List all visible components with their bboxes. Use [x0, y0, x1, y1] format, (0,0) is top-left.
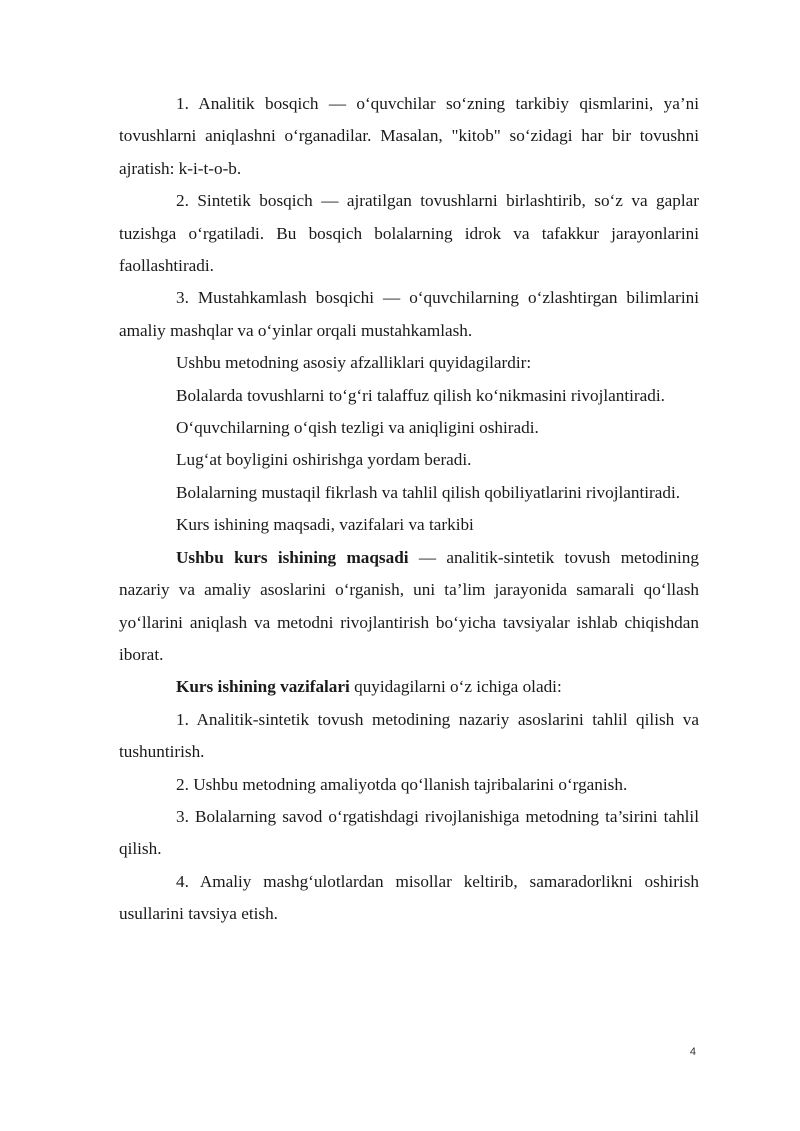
paragraph-text: Bolalarning mustaqil fikrlash va tahlil qilish qobiliyatlarini rivojlantiradi.	[176, 482, 681, 502]
paragraph-text: — analitik-sintetik tovush metodining nazariy va amaliy asoslarini o‘rganish, uni ta’lim jarayonida samarali qo‘llash yo‘llarini aniqlash va metodni rivojlantirish bo‘yicha tavsiyalar ishlab chiqishdan iborat.	[119, 547, 699, 664]
bold-lead: Ushbu kurs ishining maqsadi	[176, 547, 409, 567]
paragraph-text: 3. Bolalarning savod o‘rgatishdagi rivojlanishiga metodning ta’sirini tahlil qilish.	[119, 806, 699, 859]
paragraph-text: Kurs ishining maqsadi, vazifalari va tarkibi	[176, 515, 474, 535]
paragraph-mustahkamlash-bosqichi	[119, 282, 699, 347]
paragraph-text: 1. Analitik-sintetik tovush metodining nazariy asoslarini tahlil qilish va tushuntirish.	[119, 709, 699, 762]
paragraph-analitik-bosqich	[119, 88, 699, 185]
document-body	[119, 88, 699, 931]
paragraph-text: 1. Analitik bosqich — o‘quvchilar so‘zning tarkibiy qismlarini, ya’ni tovushlarni aniqlashni o‘rganadilar. Masalan, "kitob" so‘zidagi har bir tovushni ajratish: k-i-t-o-b.	[119, 94, 699, 178]
paragraph-task-4	[119, 866, 699, 931]
paragraph-text: 3. Mustahkamlash bosqichi — o‘quvchilarning o‘zlashtirgan bilimlarini amaliy mashqlar va o‘yinlar orqali mustahkamlash.	[119, 288, 699, 340]
paragraph-text: O‘quvchilarning o‘qish tezligi va aniqligini oshiradi.	[176, 418, 539, 438]
paragraph-afzalliklar-intro	[119, 347, 699, 379]
paragraph-advantage-2	[119, 412, 699, 444]
paragraph-text: Ushbu metodning asosiy afzalliklari quyidagilardir:	[176, 353, 532, 373]
paragraph-task-1	[119, 704, 699, 769]
paragraph-text: 2. Ushbu metodning amaliyotda qo‘llanish tajribalarini o‘rganish.	[176, 774, 628, 794]
paragraph-task-2	[119, 769, 699, 801]
bold-lead: Kurs ishining vazifalari	[176, 677, 350, 697]
paragraph-text: 4. Amaliy mashg‘ulotlardan misollar keltirib, samaradorlikni oshirish usullarini tavsiya etish.	[119, 871, 699, 924]
paragraph-text: Lug‘at boyligini oshirishga yordam beradi.	[176, 450, 472, 470]
paragraph-sintetik-bosqich	[119, 185, 699, 282]
paragraph-advantage-3	[119, 444, 699, 476]
page-number: 4	[689, 1046, 696, 1058]
paragraph-text: quyidagilarni o‘z ichiga oladi:	[349, 677, 562, 697]
paragraph-task-3	[119, 801, 699, 866]
section-heading	[119, 509, 699, 541]
paragraph-text: 2. Sintetik bosqich — ajratilgan tovushlarni birlashtirib, so‘z va gaplar tuzishga o‘rgatiladi. Bu bosqich bolalarning idrok va tafakkur jarayonlarini faollashtiradi.	[119, 191, 699, 276]
paragraph-vazifalar	[119, 671, 699, 703]
paragraph-maqsad	[119, 542, 699, 672]
paragraph-text: Bolalarda tovushlarni to‘g‘ri talaffuz qilish ko‘nikmasini rivojlantiradi.	[176, 385, 665, 405]
paragraph-advantage-1	[119, 380, 699, 412]
paragraph-advantage-4	[119, 477, 699, 509]
